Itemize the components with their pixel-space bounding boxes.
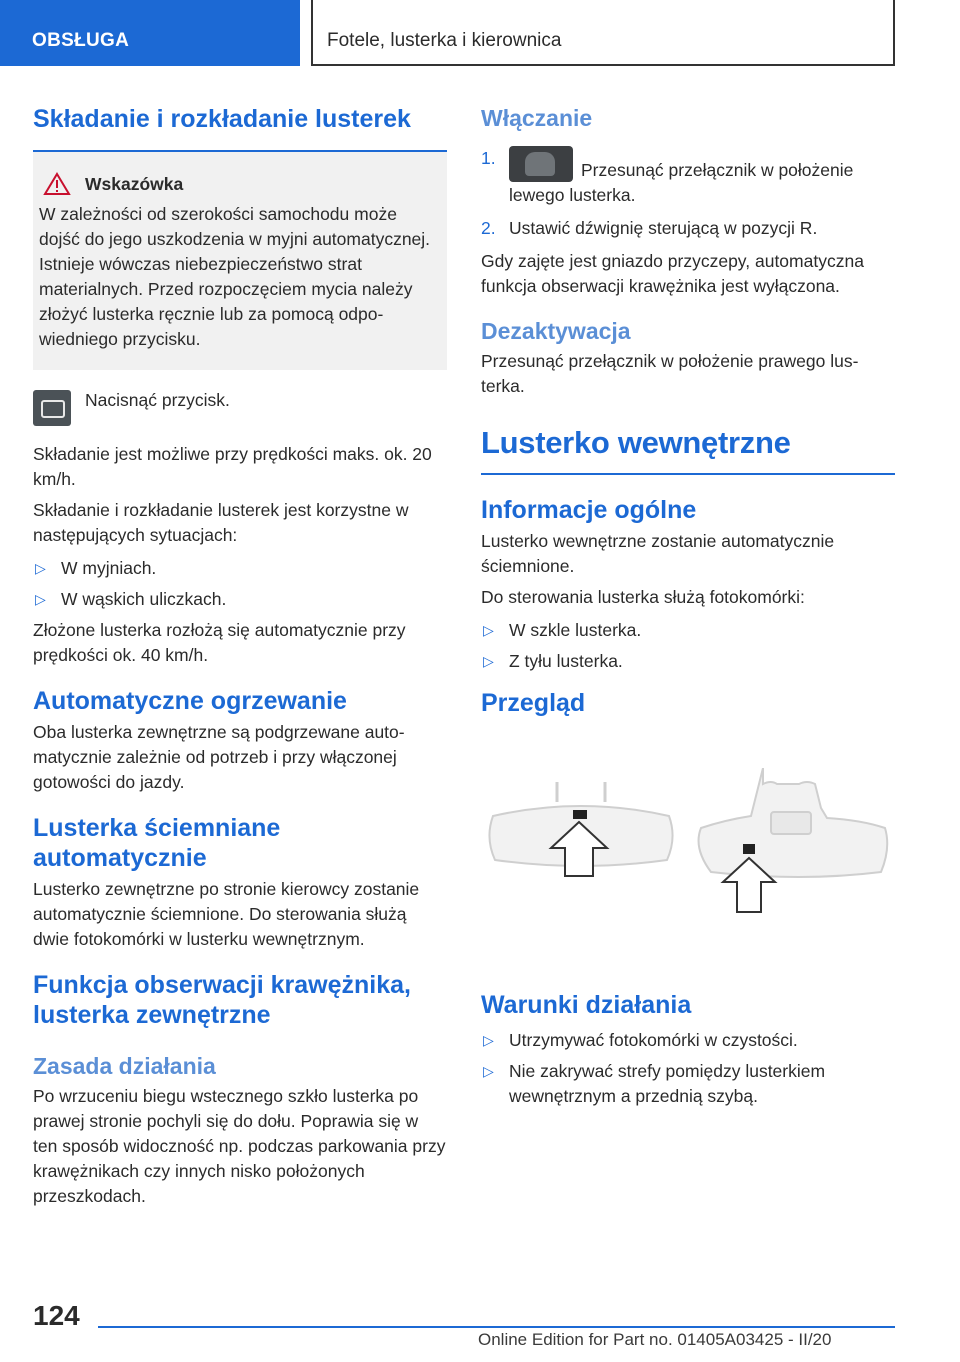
overview-title: Przegląd	[481, 689, 586, 717]
enable-steps	[481, 146, 895, 241]
fold-situations-list	[33, 556, 447, 612]
disable-title: Dezaktywacja	[481, 318, 631, 344]
triangle-bullet-icon: ▷	[483, 653, 494, 669]
triangle-bullet-icon: ▷	[35, 591, 46, 607]
triangle-bullet-icon: ▷	[483, 622, 494, 638]
general-info-title: Informacje ogólne	[481, 496, 697, 524]
page-number: 124	[33, 1300, 80, 1331]
mirror-fold-button-icon	[33, 390, 71, 426]
list-item: ▷ W wąskich uliczkach.	[33, 587, 447, 612]
principle-title: Zasada działania	[33, 1053, 216, 1079]
list-item: ▷ Nie zakrywać strefy pomiędzy lusterkiem wewnętrznym a przednią szybą.	[483, 1061, 826, 1106]
conditions-list	[481, 1028, 895, 1109]
sensors-text: Do sterowania lusterka służą fotokomórki:	[481, 587, 805, 607]
section-tab: OBSŁUGA	[0, 0, 300, 66]
disable-text: Przesunąć przełącznik w położenie prawego lusterka.	[481, 351, 859, 396]
enable-title: Włączanie	[481, 105, 593, 131]
edition-text: Online Edition for Part no. 01405A03425 - II/20	[478, 1330, 832, 1349]
right-column	[481, 98, 895, 1115]
fold-speed-text: Składanie jest możliwe przy prędkości maks. ok. 20 km/h.	[33, 444, 432, 489]
trailer-note: Gdy zajęte jest gniazdo przyczepy, automatyczna funkcja obserwacji krawężnika jest wyłączona.	[481, 251, 864, 296]
triangle-bullet-icon: ▷	[35, 560, 46, 576]
curb-function-title: Funkcja obserwacji krawężnika, lusterka zewnętrzne	[33, 971, 411, 1029]
mirror-switch-icon	[509, 146, 573, 182]
warning-title: Wskazówka	[85, 173, 184, 194]
heating-text: Oba lusterka zewnętrzne są podgrzewane automatycznie zależnie od potrzeb i przy włączonej gotowości do jazdy.	[33, 722, 405, 792]
mirror-illustration	[481, 768, 895, 938]
unfold-auto-text: Złożone lusterka rozłożą się automatycznie przy prędkości ok. 40 km/h.	[33, 620, 406, 665]
left-column	[33, 98, 447, 1209]
dimming-text: Lusterko zewnętrzne po stronie kierowcy zostanie automatycznie ściemnione. Do sterowania służą dwie fotokomórki w lusterku wewnętrznym.	[33, 879, 420, 949]
mirror-front-image	[489, 782, 672, 876]
mirror-back-image	[699, 768, 888, 912]
sensor-list	[481, 618, 895, 674]
list-item: ▷ W myjniach.	[33, 556, 447, 581]
press-button-text: Nacisnąć przycisk.	[85, 390, 230, 410]
heating-title: Automatyczne ogrzewanie	[33, 687, 347, 715]
conditions-title: Warunki działania	[481, 991, 692, 1019]
triangle-bullet-icon: ▷	[483, 1032, 494, 1048]
page-header	[0, 0, 960, 66]
list-item: ▷ Z tyłu lusterka.	[481, 649, 895, 674]
general-info-text: Lusterko wewnętrzne zostanie automatycznie ściemnione.	[481, 531, 835, 576]
section-rule	[481, 473, 895, 475]
footer-rule	[98, 1326, 895, 1328]
list-item: 1. Przesunąć przełącznik w położenie lewego lusterka.	[481, 148, 854, 205]
warning-text: W zależności od szerokości samochodu może dojść do jego uszkodzenia w myjni automatycznej. Istnieje wówczas niebezpieczeństwo strat materialnych. Przed rozpoczęciem mycia należy złożyć lusterka ręcznie lub za pomocą odpowiedniego przycisku.	[39, 204, 431, 349]
warning-triangle-icon	[43, 172, 71, 196]
warning-header	[43, 172, 437, 196]
triangle-bullet-icon: ▷	[483, 1063, 494, 1079]
fold-mirrors-title: Składanie i rozkładanie lusterek	[33, 105, 411, 133]
warning-box	[33, 152, 447, 370]
list-item: ▷ Utrzymywać fotokomórki w czystości.	[481, 1028, 895, 1053]
press-button-row	[33, 388, 447, 426]
dimming-title: Lusterka ściemniane automatycznie	[33, 814, 281, 872]
chapter-title: Fotele, lusterka i kierownica	[311, 0, 895, 66]
list-item: ▷ W szkle lusterka.	[481, 618, 895, 643]
principle-text: Po wrzuceniu biegu wstecznego szkło lusterka po prawej stronie pochyli się do dołu. Poprawia się w ten sposób widoczność np. podczas parkowania przy krawężnikach czy innych nisko położonych przeszkodach.	[33, 1086, 446, 1206]
inner-mirror-title: Lusterko wewnętrzne	[481, 425, 791, 460]
list-item: 2. Ustawić dźwignię sterującą w pozycji R.	[481, 218, 818, 238]
fold-useful-text: Składanie i rozkładanie lusterek jest korzystne w następujących sytuacjach:	[33, 500, 409, 545]
